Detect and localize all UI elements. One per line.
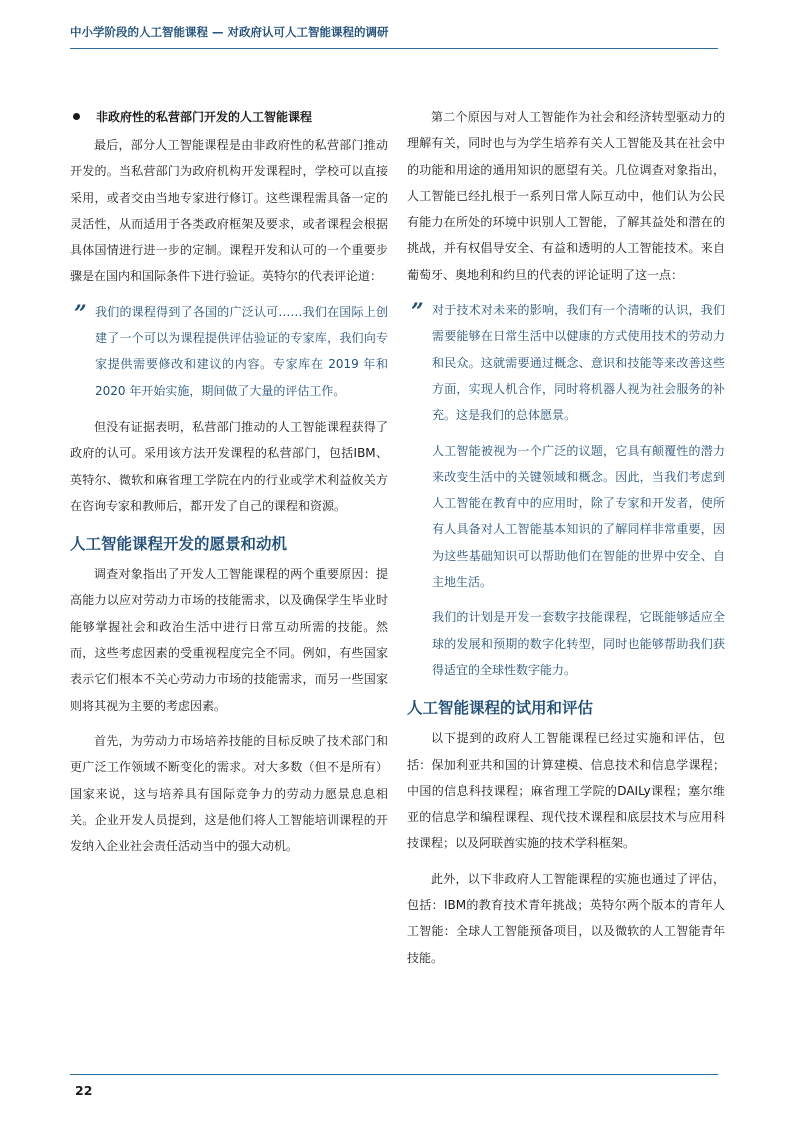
right-paragraph-2: 以下提到的政府人工智能课程已经过实施和评估，包括：保加利亚共和国的计算建模、信息技术和信息学课程；中国的信息科技课程；麻省理工学院的DAILy课程；塞尔维亚的信息学和编程课程、现代技术课程和底层技术与应用科技课程；以及阿联酋实施的技术学科框架。 (407, 731, 725, 851)
left-paragraph-4: 首先，为劳动力市场培养技能的目标反映了技术部门和更广泛工作领域不断变化的需求。对大多数（但不是所有）国家来说，这与培养具有国际竞争力的劳动力愿景息息相关。企业开发人员提到，这是他们将人工智能培训课程的开发纳入企业社会责任活动当中的强大动机。 (70, 733, 388, 854)
bullet-dot-icon (73, 113, 80, 120)
left-paragraph-2: 但没有证据表明，私营部门推动的人工智能课程获得了政府的认可。采用该方法开发课程的私营部门，包括IBM、英特尔、微软和麻省理工学院在内的行业或学术利益攸关方在咨询专家和教师后，都开发了自己的课程和资源。 (70, 419, 388, 513)
header-title: 中小学阶段的人工智能课程 — 对政府认可人工智能课程的调研 (70, 25, 389, 39)
page-number: 22 (75, 1083, 93, 1098)
bullet-heading-text: 非政府性的私营部门开发的人工智能课程 (96, 110, 313, 124)
left-column (70, 104, 388, 868)
left-paragraph-3: 调查对象指出了开发人工智能课程的两个重要原因：提高能力以应对劳动力市场的技能需求，以及确保学生毕业时能够掌握社会和政治生活中进行日常互动所需的技能。然而，这些考虑因素的受重视程度完全不同。例如，有些国家表示它们根本不关心劳动力市场的技能需求，而另一些国家则将其视为主要的考虑因素。 (70, 567, 388, 713)
section-heading-vision: 人工智能课程开发的愿景和动机 (70, 535, 288, 554)
right-column (407, 104, 725, 980)
footer-rule (70, 1074, 718, 1075)
right-paragraph-3: 此外，以下非政府人工智能课程的实施也通过了评估，包括：IBM的教育技术青年挑战；英特尔两个版本的青年人工智能：全球人工智能预备项目，以及微软的人工智能青年技能。 (407, 871, 725, 965)
quote-text-1: 对于技术对未来的影响，我们有一个清晰的认识，我们需要能够在日常生活中以健康的方式使用技术的劳动力和民众。这就需要通过概念、意识和技能等来改善这些方面，实现人机合作，同时将机器人视为社会服务的补充。这是我们的总体愿景。 (432, 303, 725, 423)
right-paragraph-1: 第二个原因与对人工智能作为社会和经济转型驱动力的理解有关，同时也与为学生培养有关人工智能及其在社会中的功能和用途的通用知识的愿望有关。几位调查对象指出，人工智能已经扎根于一系列日常人际互动中，他们认为公民有能力在所处的环境中识别人工智能，了解其益处和潜在的挑战，并有权倡导安全、有益和透明的人工智能技术。来自葡萄牙、奥地利和约旦的代表的评论证明了这一点： (407, 110, 725, 282)
header-rule (70, 48, 718, 49)
quote-mark-icon: ” (74, 300, 87, 327)
section-heading-trial: 人工智能课程的试用和评估 (407, 699, 594, 718)
quote-block (407, 297, 725, 683)
bullet-heading (70, 104, 388, 130)
quote-text-3: 我们的计划是开发一套数字技能课程，它既能够适应全球的发展和预期的数字化转型，同时也能够帮助我们获得适宜的全球性数字能力。 (432, 610, 725, 677)
quote-block (70, 299, 388, 404)
page-header (70, 24, 718, 49)
quote-mark-icon: ” (411, 299, 424, 326)
quote-text-2: 人工智能被视为一个广泛的议题，它具有颠覆性的潜力来改变生活中的关键领域和概念。因此，当我们考虑到人工智能在教育中的应用时，除了专家和开发者，使所有人具备对人工智能基本知识的了解同样非常重要，因为这些基础知识可以帮助他们在智能的世界中安全、自主地生活。 (432, 443, 725, 590)
left-paragraph-1: 最后，部分人工智能课程是由非政府性的私营部门推动开发的。当私营部门为政府机构开发课程时，学校可以直接采用，或者交由当地专家进行修订。这些课程需具备一定的灵活性，从而适用于各类政府框架及要求，或者课程会根据具体国情进行进一步的定制。课程开发和认可的一个重要步骤是在国内和国际条件下进行验证。英特尔的代表评论道： (70, 138, 388, 284)
quote-text: 我们的课程得到了各国的广泛认可……我们在国际上创建了一个可以为课程提供评估验证的专家库，我们向专家提供需要修改和建议的内容。专家库在 2019 年和 2020 年开始实施，期间做了大量的评估工作。 (95, 304, 388, 398)
